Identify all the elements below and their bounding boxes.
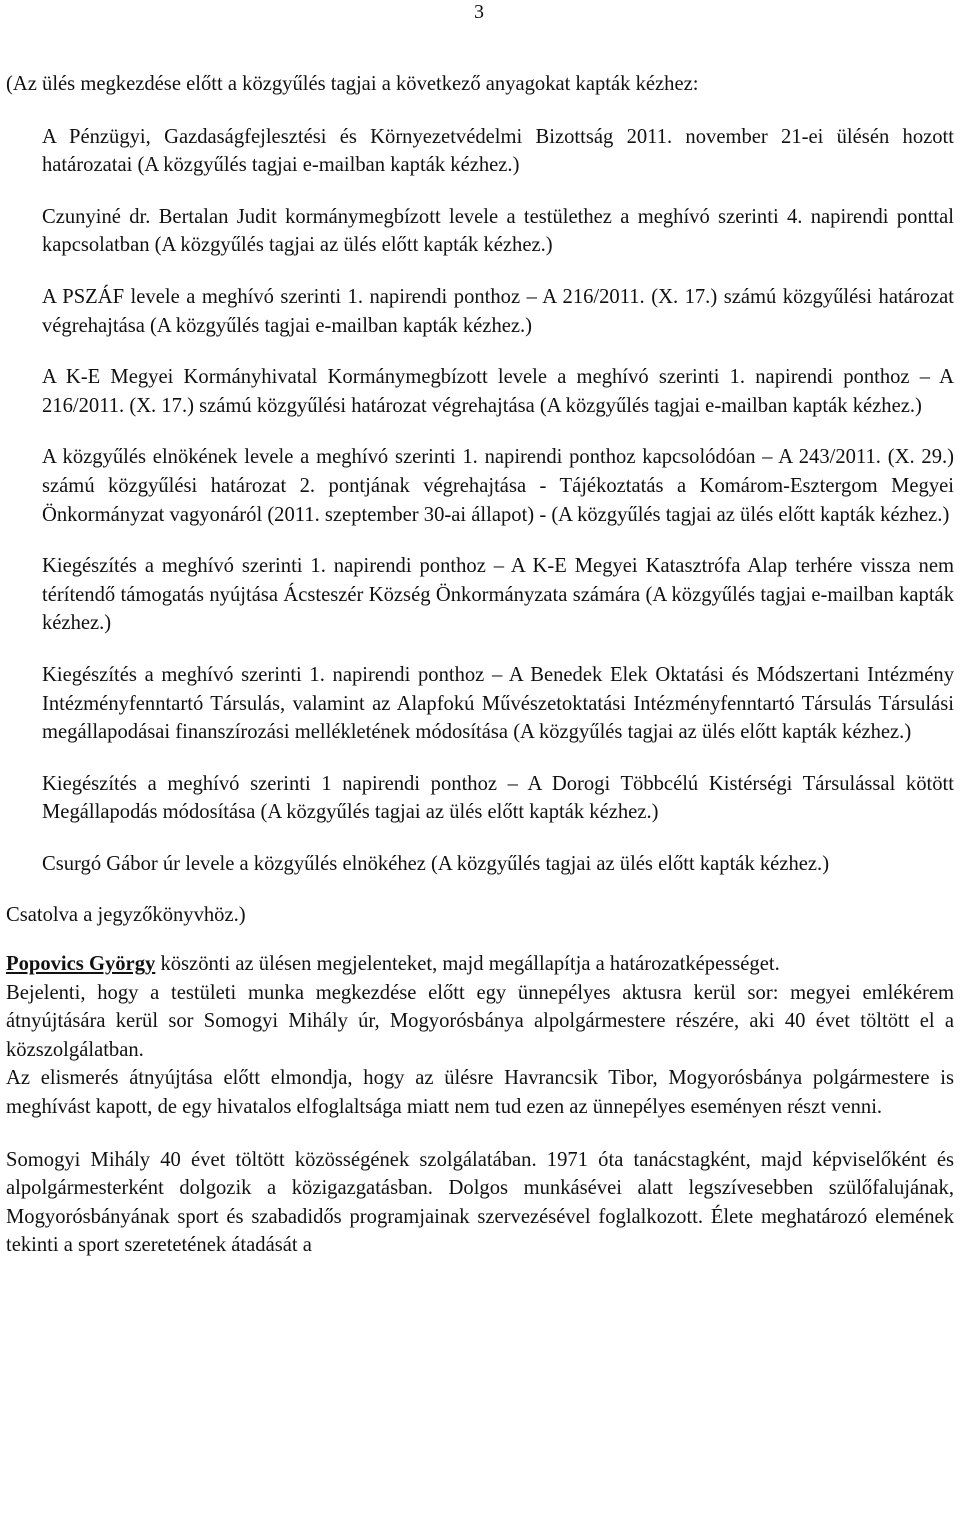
page-number: 3 [474, 1, 484, 23]
document-body [6, 70, 954, 1260]
list-item: Kiegészítés a meghívó szerinti 1. napirendi ponthoz – A Benedek Elek Oktatási és Módszertani Intézmény Intézményfenntartó Társulás, valamint az Alapfokú Művészetoktatási Intézményfenntartó Társulás Társulási megállapodásai finanszírozási mellékletének módosítása (A közgyűlés tagjai az ülés előtt kapták kézhez.) [42, 663, 954, 744]
closing-line: Csatolva a jegyzőkönyvhöz.) [6, 904, 246, 927]
body-paragraph: Az elismerés átnyújtása előtt elmondja, hogy az ülésre Havrancsik Tibor, Mogyorósbánya polgármestere is meghívást kapott, de egy hivatalos elfoglaltsága miatt nem tud ezen az ünnepélyes eseményen részt venni. [6, 1067, 954, 1119]
speaker-paragraph [6, 950, 954, 979]
speaker-text: köszönti az ülésen megjelenteket, majd megállapítja a határozatképességet. [155, 953, 780, 976]
body-paragraph: Bejelenti, hogy a testületi munka megkezdése előtt egy ünnepélyes aktusra kerül sor: megyei emlékérem átnyújtására kerül sor Somogyi Mihály úr, Mogyorósbánya alpolgármestere részére, aki 40 évet töltött el a közszolgálatban. [6, 981, 954, 1061]
list-item: Czunyiné dr. Bertalan Judit kormánymegbízott levele a testülethez a meghívó szerinti 4. napirendi ponttal kapcsolatban (A közgyűlés tagjai az ülés előtt kapták kézhez.) [42, 205, 954, 257]
list-item: A közgyűlés elnökének levele a meghívó szerinti 1. napirendi ponthoz kapcsolódóan – A 243/2011. (X. 29.) számú közgyűlési határozat 2. pontjának végrehajtása - Tájékoztatás a Komárom-Esztergom Megyei Önkormányzat vagyonáról (2011. szeptember 30-ai állapot) - (A közgyűlés tagjai az ülés előtt kapták kézhez.) [42, 446, 954, 526]
final-paragraph: Somogyi Mihály 40 évet töltött közösségének szolgálatában. 1971 óta tanácstagként, majd képviselőként és alpolgármesterként dolgozik a közigazgatásban. Dolgos munkásévei alatt legszívesebben szülőfalujának, Mogyorósbányának sport és szabadidős programjainak szervezésével foglalkozott. Élete meghatározó elemének tekinti a sport szeretetének átadását a [6, 1148, 954, 1257]
list-item: Kiegészítés a meghívó szerinti 1. napirendi ponthoz – A K-E Megyei Katasztrófa Alap terhére vissza nem térítendő támogatás nyújtása Ácsteszér Község Önkormányzata számára (A közgyűlés tagjai e-mailban kapták kézhez.) [42, 555, 954, 635]
list-item: A K-E Megyei Kormányhivatal Kormánymegbízott levele a meghívó szerinti 1. napirendi ponthoz – A 216/2011. (X. 17.) számú közgyűlési határozat végrehajtása (A közgyűlés tagjai e-mailban kapták kézhez.) [42, 366, 954, 417]
list-item: A PSZÁF levele a meghívó szerinti 1. napirendi ponthoz – A 216/2011. (X. 17.) számú közgyűlési határozat végrehajtása (A közgyűlés tagjai e-mailban kapták kézhez.) [42, 285, 954, 337]
intro-line: (Az ülés megkezdése előtt a közgyűlés tagjai a következő anyagokat kapták kézhez: [6, 73, 699, 95]
list-item: A Pénzügyi, Gazdaságfejlesztési és Környezetvédelmi Bizottság 2011. november 21-ei ülésén hozott határozatai (A közgyűlés tagjai e-mailban kapták kézhez.) [42, 125, 954, 177]
list-item: Kiegészítés a meghívó szerinti 1 napirendi ponthoz – A Dorogi Többcélú Kistérségi Társulással kötött Megállapodás módosítása (A közgyűlés tagjai az ülés előtt kapták kézhez.) [42, 772, 954, 824]
attachment-list [6, 123, 954, 879]
speaker-name: Popovics György [6, 953, 156, 976]
list-item: Csurgó Gábor úr levele a közgyűlés elnökéhez (A közgyűlés tagjai az ülés előtt kapták kézhez.) [42, 852, 830, 875]
